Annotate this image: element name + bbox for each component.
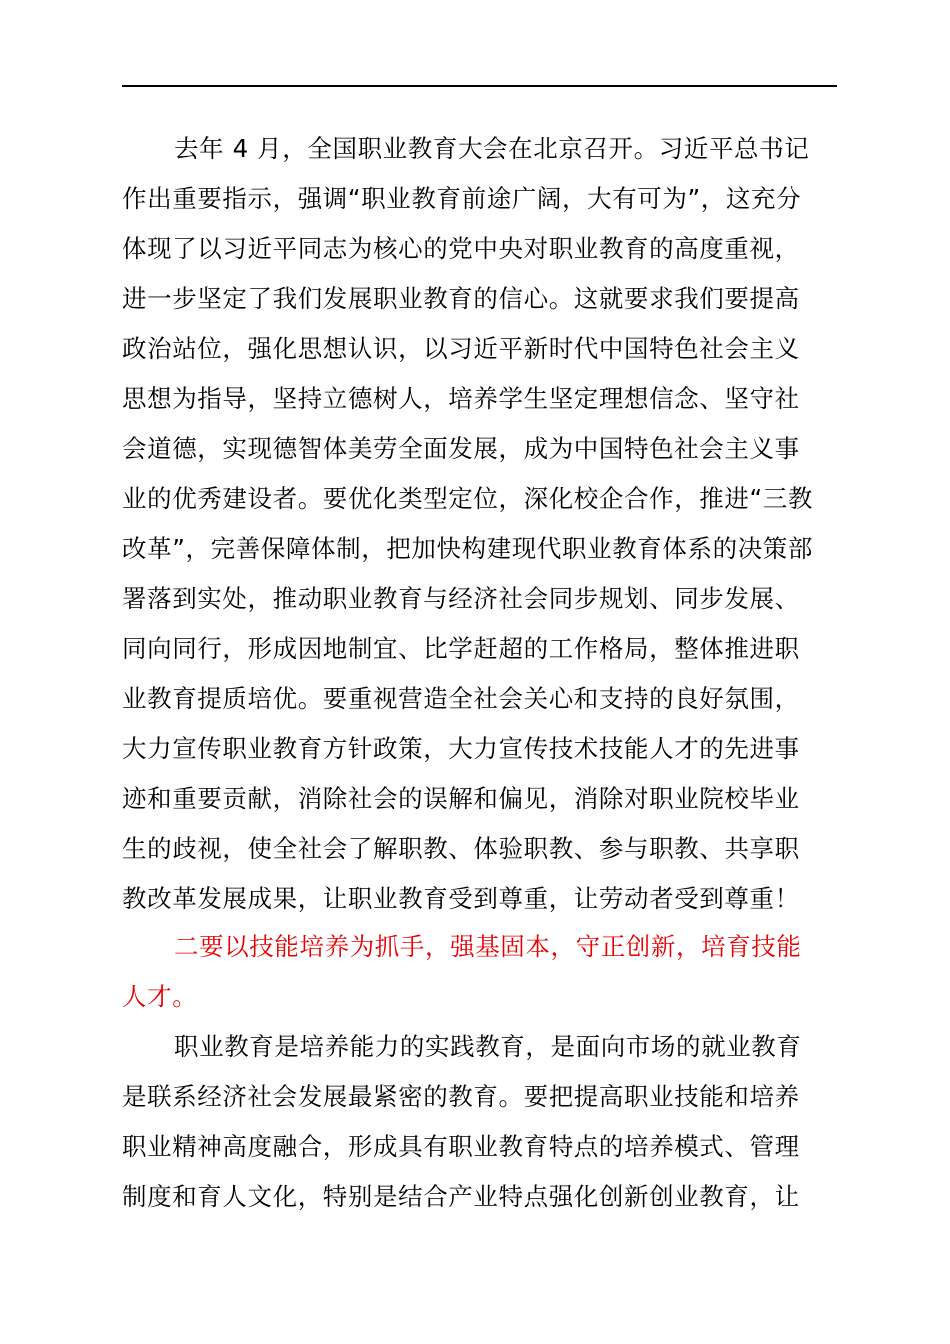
- paragraph-line: 会道德，实现德智体美劳全面发展，成为中国特色社会主义事: [122, 434, 800, 463]
- paragraph-line: 同向同行，形成因地制宜、比学赶超的工作格局，整体推进职: [122, 634, 800, 663]
- heading-line: 人才。: [122, 982, 198, 1011]
- header-rule: [122, 85, 837, 87]
- paragraph-line: 制度和育人文化，特别是结合产业特点强化创新创业教育，让: [122, 1182, 800, 1211]
- paragraph-national-vocational-conference: [122, 124, 813, 924]
- paragraph-line: 大力宣传职业教育方针政策，大力宣传技术技能人才的先进事: [122, 734, 800, 763]
- paragraph-line: 业教育提质培优。要重视营造全社会关心和支持的良好氛围，: [122, 684, 800, 713]
- paragraph-line: 是联系经济社会发展最紧密的教育。要把提高职业技能和培养: [122, 1082, 800, 1111]
- paragraph-line: 教改革发展成果，让职业教育受到尊重，让劳动者受到尊重！: [122, 884, 800, 913]
- paragraph-line: 作出重要指示，强调“职业教育前途广阔，大有可为”，这充分: [122, 184, 802, 213]
- paragraph-line: 进一步坚定了我们发展职业教育的信心。这就要求我们要提高: [122, 284, 800, 313]
- section-heading-skills-training: [122, 922, 802, 1022]
- paragraph-line: 改革”，完善保障体制，把加快构建现代职业教育体系的决策部: [122, 534, 813, 563]
- paragraph-line: 体现了以习近平同志为核心的党中央对职业教育的高度重视，: [122, 234, 800, 263]
- paragraph-line: 迹和重要贡献，消除社会的误解和偏见，消除对职业院校毕业: [122, 784, 800, 813]
- paragraph-vocational-practice-education: [122, 1022, 802, 1222]
- paragraph-line: 政治站位，强化思想认识，以习近平新时代中国特色社会主义: [122, 334, 800, 363]
- paragraph-line: 署落到实处，推动职业教育与经济社会同步规划、同步发展、: [122, 584, 800, 613]
- paragraph-line: 业的优秀建设者。要优化类型定位，深化校企合作，推进“三教: [122, 484, 813, 513]
- paragraph-line: 职业精神高度融合，形成具有职业教育特点的培养模式、管理: [122, 1132, 800, 1161]
- heading-line: 二要以技能培养为抓手，强基固本，守正创新，培育技能: [174, 932, 802, 961]
- paragraph-line: 去年 4 月，全国职业教育大会在北京召开。习近平总书记: [174, 134, 810, 163]
- paragraph-line: 生的歧视，使全社会了解职教、体验职教、参与职教、共享职: [122, 834, 800, 863]
- paragraph-line: 职业教育是培养能力的实践教育，是面向市场的就业教育: [174, 1032, 802, 1061]
- paragraph-line: 思想为指导，坚持立德树人，培养学生坚定理想信念、坚守社: [122, 384, 800, 413]
